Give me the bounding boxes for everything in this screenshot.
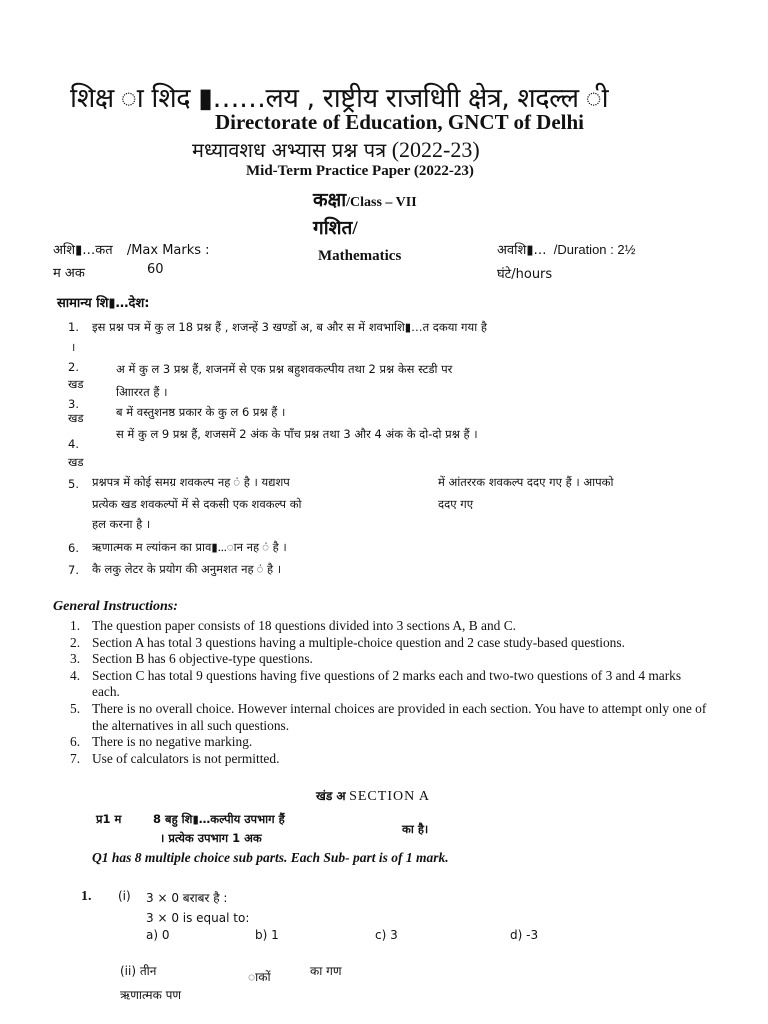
instruction-item: 7. Use of calculators is not permitted. xyxy=(70,750,280,766)
instruction-hi-7-num: 7. xyxy=(68,563,79,577)
subject-slash: / xyxy=(352,218,358,239)
department-title-hindi: शिक्ष ा शिद ▮……लय , राष्ट्रीय राजधािी क्षेत्र, शदल्ल ी xyxy=(70,83,609,114)
instruction-hi-2-cont: आिाररत हैं । xyxy=(116,385,168,399)
instruction-hi-4-text: स में कु ल 9 प्रश्न हैं, शजसमें 2 अंक के पाँच प्रश्न तथा 3 और 4 अंक के दो-दो प्रश्न हैं । xyxy=(116,427,478,441)
instruction-hi-5-c: प्रत्येक खड शवकल्पों में से दकसी एक शवकल्प को xyxy=(92,497,302,511)
q1-hindi-d: का है। xyxy=(402,822,429,836)
max-marks-hindi: अशि▮…कत xyxy=(53,243,113,258)
q1-hindi-b: 8 बहु शि▮…कल्पीय उपभाग हैं xyxy=(153,812,285,826)
instruction-hi-5-d: ददए गए xyxy=(438,497,474,511)
duration-label xyxy=(497,240,635,258)
paper-title-hindi-text: मध्यावशध अभ्यास प्रश्न पत्र xyxy=(192,138,387,162)
instruction-hi-2-text: अ में कु ल 3 प्रश्न हैं, शजनमें से एक प्रश्न बहुशवकल्पीय तथा 2 प्रश्न केस स्टडी पर xyxy=(116,362,453,376)
max-marks-english: /Max Marks : xyxy=(126,243,210,258)
instruction-hi-6-text: ऋणात्मक म ल्यांकन का प्राव▮…ान नह ं है । xyxy=(92,540,287,554)
duration-hindi: अवशि▮… xyxy=(497,243,547,258)
instruction-hi-3-khand: खड xyxy=(68,411,84,425)
instruction-item: 3. Section B has 6 objective-type questions. xyxy=(70,651,313,667)
paper-year: (2022-23) xyxy=(391,137,480,162)
instruction-hi-5-b: में आंतररक शवकल्प ददए गए हैं । आपको xyxy=(438,475,614,489)
instruction-hi-1-cont: । xyxy=(71,340,76,354)
q1-hindi-a: प्र1 म xyxy=(96,812,122,826)
option-c: c) 3 xyxy=(375,928,398,942)
instruction-item: 1. The question paper consists of 18 questions divided into 3 sections A, B and C. xyxy=(70,618,516,633)
duration-hours xyxy=(497,264,552,282)
question-number: 1. xyxy=(81,889,92,904)
class-hindi: कक्षा xyxy=(313,189,347,211)
instruction-hi-4-khand: खड xyxy=(68,455,84,469)
option-a: a) 0 xyxy=(146,928,170,942)
q1-part-ii-label: (ii) तीन xyxy=(120,964,157,978)
option-b: b) 1 xyxy=(255,928,279,942)
duration-english: /Duration : 2½ xyxy=(553,242,636,257)
q1-part-ii-c: का गण xyxy=(310,964,342,978)
instruction-item: 2. Section A has total 3 questions having a multiple-choice question and 2 case study-based questions. xyxy=(70,634,625,650)
instruction-hi-4-num: 4. xyxy=(68,437,79,451)
q1-part-ii-b: ाकों xyxy=(248,970,271,984)
class-english: /Class – VII xyxy=(346,195,417,210)
instruction-item: 5. There is no overall choice. However internal choices are provided in each section. You have to attempt only one of the alternatives in all such questions. xyxy=(70,700,707,733)
directorate-title: Directorate of Education, GNCT of Delhi xyxy=(215,110,585,134)
instruction-item: 6. There is no negative marking. xyxy=(70,734,253,750)
paper-title-hindi xyxy=(192,136,480,163)
q1-english-note: Q1 has 8 multiple choice sub parts. Each Sub- part is of 1 mark. xyxy=(92,850,449,865)
instruction-hi-3-num: 3. xyxy=(68,397,79,411)
q1-part-ii-d: ऋणात्मक पण xyxy=(120,988,182,1002)
class-line xyxy=(313,186,417,212)
q1-part-i-label: (i) xyxy=(118,889,131,903)
q1-hindi-c: । प्रत्येक उपभाग 1 अक xyxy=(160,831,262,845)
duration-hindi-2: घंटे xyxy=(497,267,512,282)
section-a-english: SECTION A xyxy=(349,789,431,804)
q1-part-i-english: 3 × 0 is equal to: xyxy=(146,911,250,925)
instruction-hi-5-e: हल करना है । xyxy=(92,517,151,531)
max-marks-label xyxy=(53,240,210,258)
instruction-hi-5-num: 5. xyxy=(68,477,79,491)
subject-line xyxy=(313,214,358,240)
general-instructions-list xyxy=(70,618,710,767)
instruction-hi-1-text: इस प्रश्न पत्र में कु ल 18 प्रश्न हैं , शजन्हें 3 खण्डों अ, ब और स में शवभाशि▮…त दकया गया है xyxy=(92,320,487,334)
instructions-hindi-title: सामान्य शि▮…देश: xyxy=(57,296,150,311)
subject-english: Mathematics xyxy=(318,248,402,264)
instruction-hi-2-num: 2. xyxy=(68,360,79,374)
paper-title-english: Mid-Term Practice Paper (2022-23) xyxy=(246,163,474,179)
option-d: d) -3 xyxy=(510,928,539,942)
section-a-heading xyxy=(316,787,430,805)
duration-english-2: /hours xyxy=(511,267,553,282)
max-marks-value: 60 xyxy=(147,262,164,277)
general-instructions-title: General Instructions: xyxy=(53,599,178,614)
instruction-hi-7-text: कै लकु लेटर के प्रयोग की अनुमशत नह ं है । xyxy=(92,562,282,576)
instruction-hi-3-text: ब में वस्तुशनष्ठ प्रकार के कु ल 6 प्रश्न हैं । xyxy=(116,405,286,419)
max-marks-hindi-2: म अक xyxy=(53,266,85,281)
instruction-hi-1-num: 1. xyxy=(68,320,79,334)
instruction-hi-5-a: प्रश्नपत्र में कोई समग्र शवकल्प नह ं है । यद्यशप xyxy=(92,475,290,489)
instruction-item: 4. Section C has total 9 questions having five questions of 2 marks each and two-two questions of 3 and 4 marks each. xyxy=(70,667,682,700)
q1-part-i-hindi: 3 × 0 बराबर है : xyxy=(146,891,228,905)
subject-hindi: गशित xyxy=(313,217,353,239)
instruction-hi-2-khand: खड xyxy=(68,377,84,391)
section-a-hindi: खंड अ xyxy=(316,789,346,803)
instruction-hi-6-num: 6. xyxy=(68,541,79,555)
